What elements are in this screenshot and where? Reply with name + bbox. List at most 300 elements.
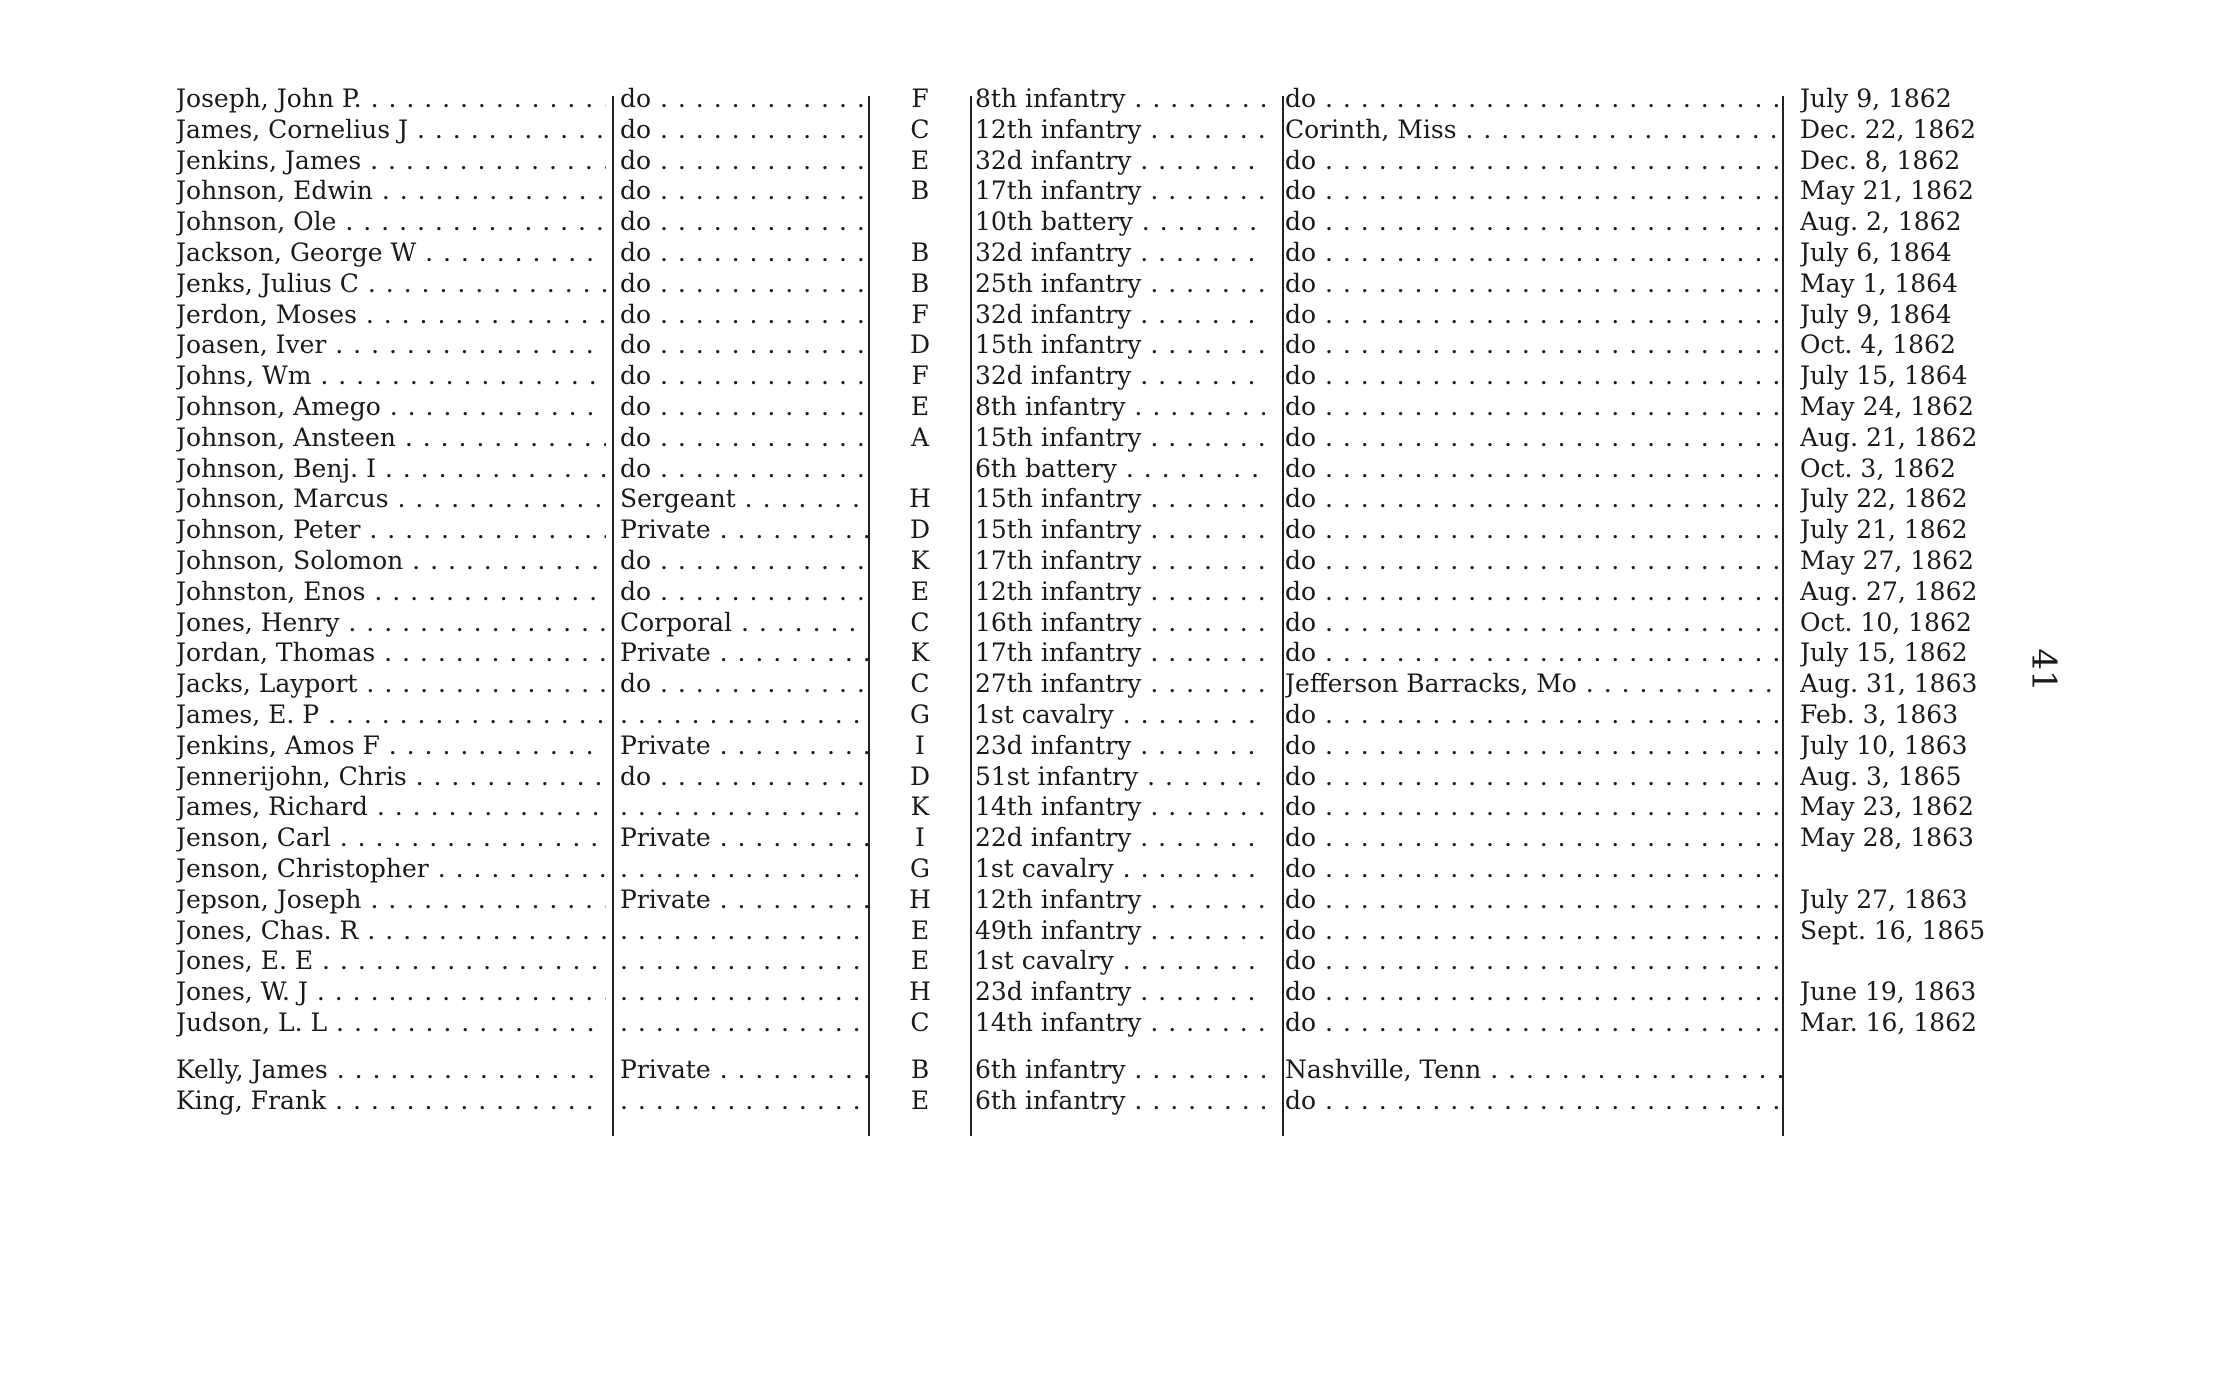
place-cell	[1285, 454, 1785, 484]
rank-cell	[620, 762, 870, 792]
place-text: do . . .	[1285, 762, 1785, 792]
rank-text: Private . . .	[620, 515, 870, 545]
rank-text: do . . .	[620, 146, 870, 176]
name-text: Jones, Henry . . .	[176, 608, 606, 638]
regiment-text: 16th infantry . . .	[975, 608, 1265, 638]
place-cell	[1285, 484, 1785, 514]
rank-text: Private . . .	[620, 1055, 870, 1085]
rank-cell	[620, 515, 870, 545]
name-cell	[176, 269, 606, 299]
regiment-text: 17th infantry . . .	[975, 638, 1265, 668]
rank-cell	[620, 700, 870, 730]
company-cell	[880, 638, 960, 668]
date-text: May 23, 1862	[1800, 792, 1974, 822]
company-cell	[880, 577, 960, 607]
name-text: Jones, W. J . . .	[176, 977, 606, 1007]
place-cell	[1285, 423, 1785, 453]
regiment-text: 23d infantry . . .	[975, 731, 1265, 761]
date-cell	[1800, 792, 2020, 822]
date-text: July 9, 1862	[1800, 84, 1952, 113]
place-text: do . . .	[1285, 515, 1785, 545]
name-cell	[176, 916, 606, 946]
regiment-text: 6th infantry . . .	[975, 1086, 1265, 1116]
name-cell	[176, 238, 606, 268]
name-cell	[176, 176, 606, 206]
company-cell	[880, 361, 960, 391]
company-cell	[880, 269, 960, 299]
date-cell	[1800, 885, 2020, 915]
company-text: E	[910, 1085, 930, 1115]
table-row	[0, 823, 2222, 853]
company-cell	[880, 854, 960, 884]
rank-cell	[620, 977, 870, 1007]
date-cell	[1800, 146, 2020, 176]
name-text: Jepson, Joseph . . .	[176, 885, 606, 915]
company-cell	[880, 115, 960, 145]
company-cell	[880, 792, 960, 822]
place-text: do . . .	[1285, 946, 1785, 976]
name-cell	[176, 546, 606, 576]
rank-cell	[620, 916, 870, 946]
regiment-text: 12th infantry . . .	[975, 115, 1265, 145]
rank-text: do . . .	[620, 300, 870, 330]
date-text: Oct. 10, 1862	[1800, 607, 1972, 637]
rank-text: do . . .	[620, 269, 870, 299]
name-cell	[176, 392, 606, 422]
company-cell	[880, 146, 960, 176]
regiment-text: 51st infantry . . .	[975, 762, 1265, 792]
place-cell	[1285, 669, 1785, 699]
date-text: May 24, 1862	[1800, 392, 1974, 421]
rank-cell	[620, 176, 870, 206]
name-text: James, Cornelius J . . .	[176, 115, 606, 145]
place-text: Corinth, Miss . . .	[1285, 115, 1785, 145]
name-text: Jacks, Layport . . .	[176, 669, 606, 699]
place-cell	[1285, 146, 1785, 176]
company-text: E	[910, 392, 930, 421]
rank-text: do . . .	[620, 330, 870, 360]
date-text: Aug. 3, 1865	[1800, 761, 1962, 791]
rank-cell	[620, 115, 870, 145]
company-text: F	[911, 299, 929, 329]
name-text: Jones, E. E . . .	[176, 946, 606, 976]
rank-cell	[620, 669, 870, 699]
rank-text: do . . .	[620, 669, 870, 699]
name-text: James, E. P . . .	[176, 700, 606, 730]
table-row	[0, 638, 2222, 668]
company-text: I	[915, 823, 925, 853]
date-text: July 6, 1864	[1800, 238, 1952, 267]
company-text: B	[910, 268, 930, 298]
rank-text	[620, 1008, 870, 1038]
date-cell	[1800, 608, 2020, 638]
name-text: Jennerijohn, Chris . . .	[176, 762, 606, 792]
regiment-text: 1st cavalry . . .	[975, 946, 1265, 976]
regiment-cell	[975, 638, 1265, 668]
name-text: Jenkins, Amos F . . .	[176, 731, 606, 761]
date-cell	[1800, 1008, 2020, 1038]
name-cell	[176, 515, 606, 545]
place-cell	[1285, 762, 1785, 792]
name-cell	[176, 1055, 606, 1085]
table-row	[0, 115, 2222, 145]
company-text: D	[909, 761, 931, 791]
name-text: Johnson, Marcus . . .	[176, 484, 606, 514]
table-row	[0, 146, 2222, 176]
date-text: Oct. 3, 1862	[1800, 453, 1956, 483]
table-row	[0, 1086, 2222, 1116]
date-text: July 15, 1862	[1800, 638, 1968, 668]
company-cell	[880, 608, 960, 638]
date-cell	[1800, 762, 2020, 792]
company-text: H	[909, 977, 931, 1007]
place-cell	[1285, 546, 1785, 576]
place-text: do . . .	[1285, 823, 1785, 853]
regiment-cell	[975, 669, 1265, 699]
company-cell	[880, 207, 960, 237]
company-cell	[880, 423, 960, 453]
date-text: June 19, 1863	[1800, 977, 1977, 1007]
place-cell	[1285, 84, 1785, 114]
regiment-cell	[975, 392, 1265, 422]
table-row	[0, 84, 2222, 114]
date-text: July 22, 1862	[1800, 484, 1968, 514]
regiment-text: 14th infantry . . .	[975, 792, 1265, 822]
company-text: C	[910, 114, 930, 144]
regiment-cell	[975, 731, 1265, 761]
table-row	[0, 885, 2222, 915]
rank-cell	[620, 1055, 870, 1085]
date-cell	[1800, 454, 2020, 484]
table-row	[0, 577, 2222, 607]
place-cell	[1285, 115, 1785, 145]
place-cell	[1285, 1055, 1785, 1085]
date-cell	[1800, 269, 2020, 299]
rank-text: do . . .	[620, 546, 870, 576]
rank-cell	[620, 484, 870, 514]
company-text: A	[910, 422, 930, 452]
company-cell	[880, 84, 960, 114]
name-cell	[176, 823, 606, 853]
table-row	[0, 731, 2222, 761]
name-text: Johns, Wm . . .	[176, 361, 606, 391]
place-text: do . . .	[1285, 792, 1785, 822]
name-text: Johnson, Ansteen . . .	[176, 423, 606, 453]
regiment-text: 17th infantry . . .	[975, 546, 1265, 576]
regiment-text: 6th battery . . .	[975, 454, 1265, 484]
name-cell	[176, 484, 606, 514]
company-cell	[880, 916, 960, 946]
company-cell	[880, 515, 960, 545]
rank-text: do . . .	[620, 84, 870, 114]
place-cell	[1285, 885, 1785, 915]
table-row	[0, 1008, 2222, 1038]
rank-cell	[620, 885, 870, 915]
name-text: Johnson, Ole . . .	[176, 207, 606, 237]
place-cell	[1285, 361, 1785, 391]
place-cell	[1285, 330, 1785, 360]
place-cell	[1285, 792, 1785, 822]
place-text: do . . .	[1285, 207, 1785, 237]
table-row	[0, 484, 2222, 514]
date-cell	[1800, 423, 2020, 453]
place-cell	[1285, 176, 1785, 206]
place-text: do . . .	[1285, 977, 1785, 1007]
regiment-cell	[975, 361, 1265, 391]
name-cell	[176, 885, 606, 915]
rank-cell	[620, 608, 870, 638]
rank-cell	[620, 392, 870, 422]
place-text: do . . .	[1285, 731, 1785, 761]
regiment-cell	[975, 484, 1265, 514]
regiment-cell	[975, 423, 1265, 453]
date-cell	[1800, 484, 2020, 514]
date-text: July 27, 1863	[1800, 884, 1968, 914]
company-text: D	[909, 330, 931, 360]
rank-text: do . . .	[620, 392, 870, 422]
company-cell	[880, 669, 960, 699]
name-text: Jones, Chas. R . . .	[176, 916, 606, 946]
regiment-cell	[975, 1008, 1265, 1038]
rank-text: Private . . .	[620, 823, 870, 853]
date-text: Mar. 16, 1862	[1800, 1008, 1977, 1037]
table-row	[0, 762, 2222, 792]
table-row	[0, 361, 2222, 391]
table-row	[0, 854, 2222, 884]
rank-text: do . . .	[620, 762, 870, 792]
place-text: do . . .	[1285, 1086, 1785, 1116]
name-cell	[176, 762, 606, 792]
place-cell	[1285, 269, 1785, 299]
place-text: Jefferson Barracks, Mo . . .	[1285, 669, 1785, 699]
name-text: James, Richard . . .	[176, 792, 606, 822]
date-text: Aug. 27, 1862	[1800, 576, 1978, 606]
company-cell	[880, 392, 960, 422]
name-text: Joasen, Iver . . .	[176, 330, 606, 360]
place-text: do . . .	[1285, 700, 1785, 730]
regiment-text: 6th infantry . . .	[975, 1055, 1265, 1085]
place-text: do . . .	[1285, 84, 1785, 114]
regiment-cell	[975, 1055, 1265, 1085]
name-text: Jerdon, Moses . . .	[176, 300, 606, 330]
table-row	[0, 300, 2222, 330]
name-cell	[176, 115, 606, 145]
regiment-text: 27th infantry . . .	[975, 669, 1265, 699]
date-text: May 1, 1864	[1800, 268, 1958, 298]
regiment-text: 25th infantry . . .	[975, 269, 1265, 299]
date-text: Aug. 2, 1862	[1800, 207, 1962, 237]
company-text: E	[910, 145, 930, 175]
regiment-cell	[975, 854, 1265, 884]
regiment-text: 8th infantry . . .	[975, 84, 1265, 114]
name-cell	[176, 207, 606, 237]
place-text: do . . .	[1285, 269, 1785, 299]
regiment-cell	[975, 330, 1265, 360]
place-text: do . . .	[1285, 885, 1785, 915]
rank-text: do . . .	[620, 577, 870, 607]
date-text: Dec. 8, 1862	[1800, 145, 1961, 175]
name-text: Johnston, Enos . . .	[176, 577, 606, 607]
rank-text: do . . .	[620, 423, 870, 453]
rank-text	[620, 1086, 870, 1116]
rank-cell	[620, 731, 870, 761]
company-text: B	[910, 238, 930, 267]
date-text: May 27, 1862	[1800, 546, 1974, 575]
rank-cell	[620, 638, 870, 668]
regiment-text: 15th infantry . . .	[975, 423, 1265, 453]
place-cell	[1285, 823, 1785, 853]
table-row	[0, 392, 2222, 422]
rank-cell	[620, 207, 870, 237]
table-row	[0, 207, 2222, 237]
regiment-text: 32d infantry . . .	[975, 300, 1265, 330]
table-row	[0, 176, 2222, 206]
regiment-cell	[975, 885, 1265, 915]
date-cell	[1800, 546, 2020, 576]
place-text: do . . .	[1285, 546, 1785, 576]
rank-cell	[620, 577, 870, 607]
place-text: do . . .	[1285, 484, 1785, 514]
name-cell	[176, 638, 606, 668]
company-cell	[880, 176, 960, 206]
date-cell	[1800, 361, 2020, 391]
regiment-text: 12th infantry . . .	[975, 577, 1265, 607]
regiment-cell	[975, 792, 1265, 822]
company-cell	[880, 238, 960, 268]
regiment-cell	[975, 946, 1265, 976]
rank-text	[620, 916, 870, 946]
regiment-cell	[975, 546, 1265, 576]
place-cell	[1285, 1086, 1785, 1116]
rank-cell	[620, 361, 870, 391]
regiment-cell	[975, 916, 1265, 946]
company-text: G	[910, 854, 930, 883]
name-cell	[176, 731, 606, 761]
rank-text: Private . . .	[620, 638, 870, 668]
place-cell	[1285, 700, 1785, 730]
rank-text: Private . . .	[620, 885, 870, 915]
rank-text: do . . .	[620, 115, 870, 145]
place-text: do . . .	[1285, 146, 1785, 176]
date-cell	[1800, 176, 2020, 206]
name-cell	[176, 84, 606, 114]
regiment-text: 49th infantry . . .	[975, 916, 1265, 946]
date-cell	[1800, 84, 2020, 114]
place-cell	[1285, 638, 1785, 668]
place-cell	[1285, 854, 1785, 884]
name-cell	[176, 454, 606, 484]
regiment-text: 12th infantry . . .	[975, 885, 1265, 915]
company-cell	[880, 546, 960, 576]
date-text: Oct. 4, 1862	[1800, 330, 1956, 360]
rank-text	[620, 700, 870, 730]
table-row	[0, 916, 2222, 946]
rank-cell	[620, 238, 870, 268]
table-row	[0, 330, 2222, 360]
regiment-text: 1st cavalry . . .	[975, 854, 1265, 884]
table-row	[0, 1055, 2222, 1085]
regiment-cell	[975, 700, 1265, 730]
place-cell	[1285, 577, 1785, 607]
name-text: Jackson, George W . . .	[176, 238, 606, 268]
name-cell	[176, 577, 606, 607]
rank-text: do . . .	[620, 176, 870, 206]
place-text: do . . .	[1285, 608, 1785, 638]
rank-text: Private . . .	[620, 731, 870, 761]
company-cell	[880, 885, 960, 915]
name-cell	[176, 608, 606, 638]
company-cell	[880, 823, 960, 853]
place-cell	[1285, 300, 1785, 330]
name-cell	[176, 300, 606, 330]
regiment-text: 23d infantry . . .	[975, 977, 1265, 1007]
date-text: July 21, 1862	[1800, 515, 1968, 545]
rank-cell	[620, 1086, 870, 1116]
company-cell	[880, 330, 960, 360]
name-text: Kelly, James . . .	[176, 1055, 606, 1085]
date-cell	[1800, 115, 2020, 145]
place-cell	[1285, 515, 1785, 545]
date-cell	[1800, 700, 2020, 730]
date-cell	[1800, 1086, 2020, 1116]
rank-cell	[620, 1008, 870, 1038]
table-row	[0, 946, 2222, 976]
company-text: K	[910, 792, 930, 822]
regiment-cell	[975, 269, 1265, 299]
company-text: C	[910, 669, 930, 699]
company-cell	[880, 300, 960, 330]
regiment-text: 8th infantry . . .	[975, 392, 1265, 422]
place-text: do . . .	[1285, 916, 1785, 946]
rank-text: do . . .	[620, 207, 870, 237]
company-text: E	[910, 915, 930, 945]
place-cell	[1285, 608, 1785, 638]
table-row	[0, 977, 2222, 1007]
place-text: do . . .	[1285, 577, 1785, 607]
date-text: July 15, 1864	[1800, 361, 1968, 391]
place-text: do . . .	[1285, 238, 1785, 268]
company-text: K	[910, 638, 930, 668]
name-text: Judson, L. L . . .	[176, 1008, 606, 1038]
regiment-text: 17th infantry . . .	[975, 176, 1265, 206]
rank-text: do . . .	[620, 361, 870, 391]
company-text: D	[909, 515, 931, 545]
date-text: May 28, 1863	[1800, 823, 1974, 853]
date-cell	[1800, 515, 2020, 545]
rank-cell	[620, 454, 870, 484]
date-text: July 9, 1864	[1800, 299, 1952, 329]
rank-cell	[620, 854, 870, 884]
date-cell	[1800, 823, 2020, 853]
rank-cell	[620, 823, 870, 853]
place-text: do . . .	[1285, 300, 1785, 330]
table-row	[0, 700, 2222, 730]
rank-text: do . . .	[620, 454, 870, 484]
regiment-cell	[975, 1086, 1265, 1116]
regiment-cell	[975, 515, 1265, 545]
company-text: G	[910, 700, 930, 729]
regiment-cell	[975, 762, 1265, 792]
company-cell	[880, 977, 960, 1007]
name-text: Jenson, Christopher . . .	[176, 854, 606, 884]
regiment-text: 32d infantry . . .	[975, 146, 1265, 176]
rank-text	[620, 854, 870, 884]
name-cell	[176, 854, 606, 884]
rank-text	[620, 792, 870, 822]
regiment-cell	[975, 977, 1265, 1007]
place-cell	[1285, 238, 1785, 268]
name-cell	[176, 361, 606, 391]
